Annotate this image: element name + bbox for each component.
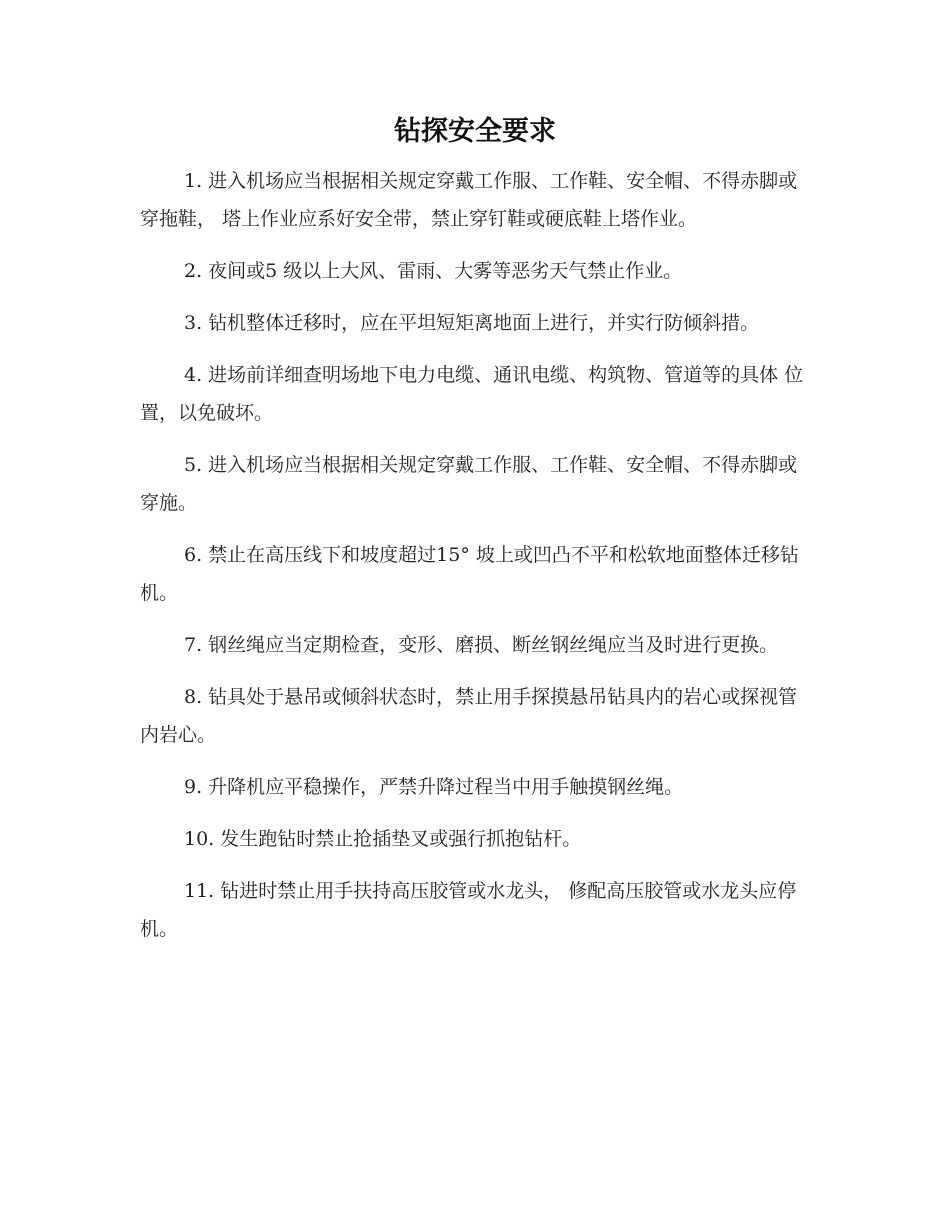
requirement-item-9: 9. 升降机应平稳操作，严禁升降过程当中用手触摸钢丝绳。	[184, 776, 684, 798]
requirement-item-11: 11. 钻进时禁止用手扶持高压胶管或水龙头， 修配高压胶管或水龙头应停机。	[140, 880, 797, 940]
requirement-item-4: 4. 进场前详细查明场地下电力电缆、通讯电缆、构筑物、管道等的具体 位置，以免破坏。	[140, 364, 804, 424]
requirement-item-2: 2. 夜间或5 级以上大风、雷雨、大雾等恶劣天气禁止作业。	[184, 260, 683, 282]
requirement-item-3: 3. 钻机整体迁移时，应在平坦短矩离地面上进行，并实行防倾斜措。	[184, 312, 760, 334]
requirement-item-6: 6. 禁止在高压线下和坡度超过15° 坡上或凹凸不平和松软地面整体迁移钻机。	[140, 544, 799, 604]
requirement-item-8: 8. 钻具处于悬吊或倾斜状态时，禁止用手探摸悬吊钻具内的岩心或探视管 内岩心。	[140, 686, 804, 746]
requirement-item-5: 5. 进入机场应当根据相关规定穿戴工作服、工作鞋、安全帽、不得赤脚或穿施。	[140, 454, 798, 514]
requirement-item-1: 1. 进入机场应当根据相关规定穿戴工作服、工作鞋、安全帽、不得赤脚或穿拖鞋， 塔上作业应系好安全带，禁止穿钉鞋或硬底鞋上塔作业。	[140, 170, 798, 230]
page-title: 钻探安全要求	[394, 116, 556, 147]
requirement-item-7: 7. 钢丝绳应当定期检查，变形、磨损、断丝钢丝绳应当及时进行更换。	[184, 634, 779, 656]
requirements-list	[140, 162, 812, 962]
requirement-item-10: 10. 发生跑钻时禁止抢插垫叉或强行抓抱钻杆。	[184, 828, 582, 850]
